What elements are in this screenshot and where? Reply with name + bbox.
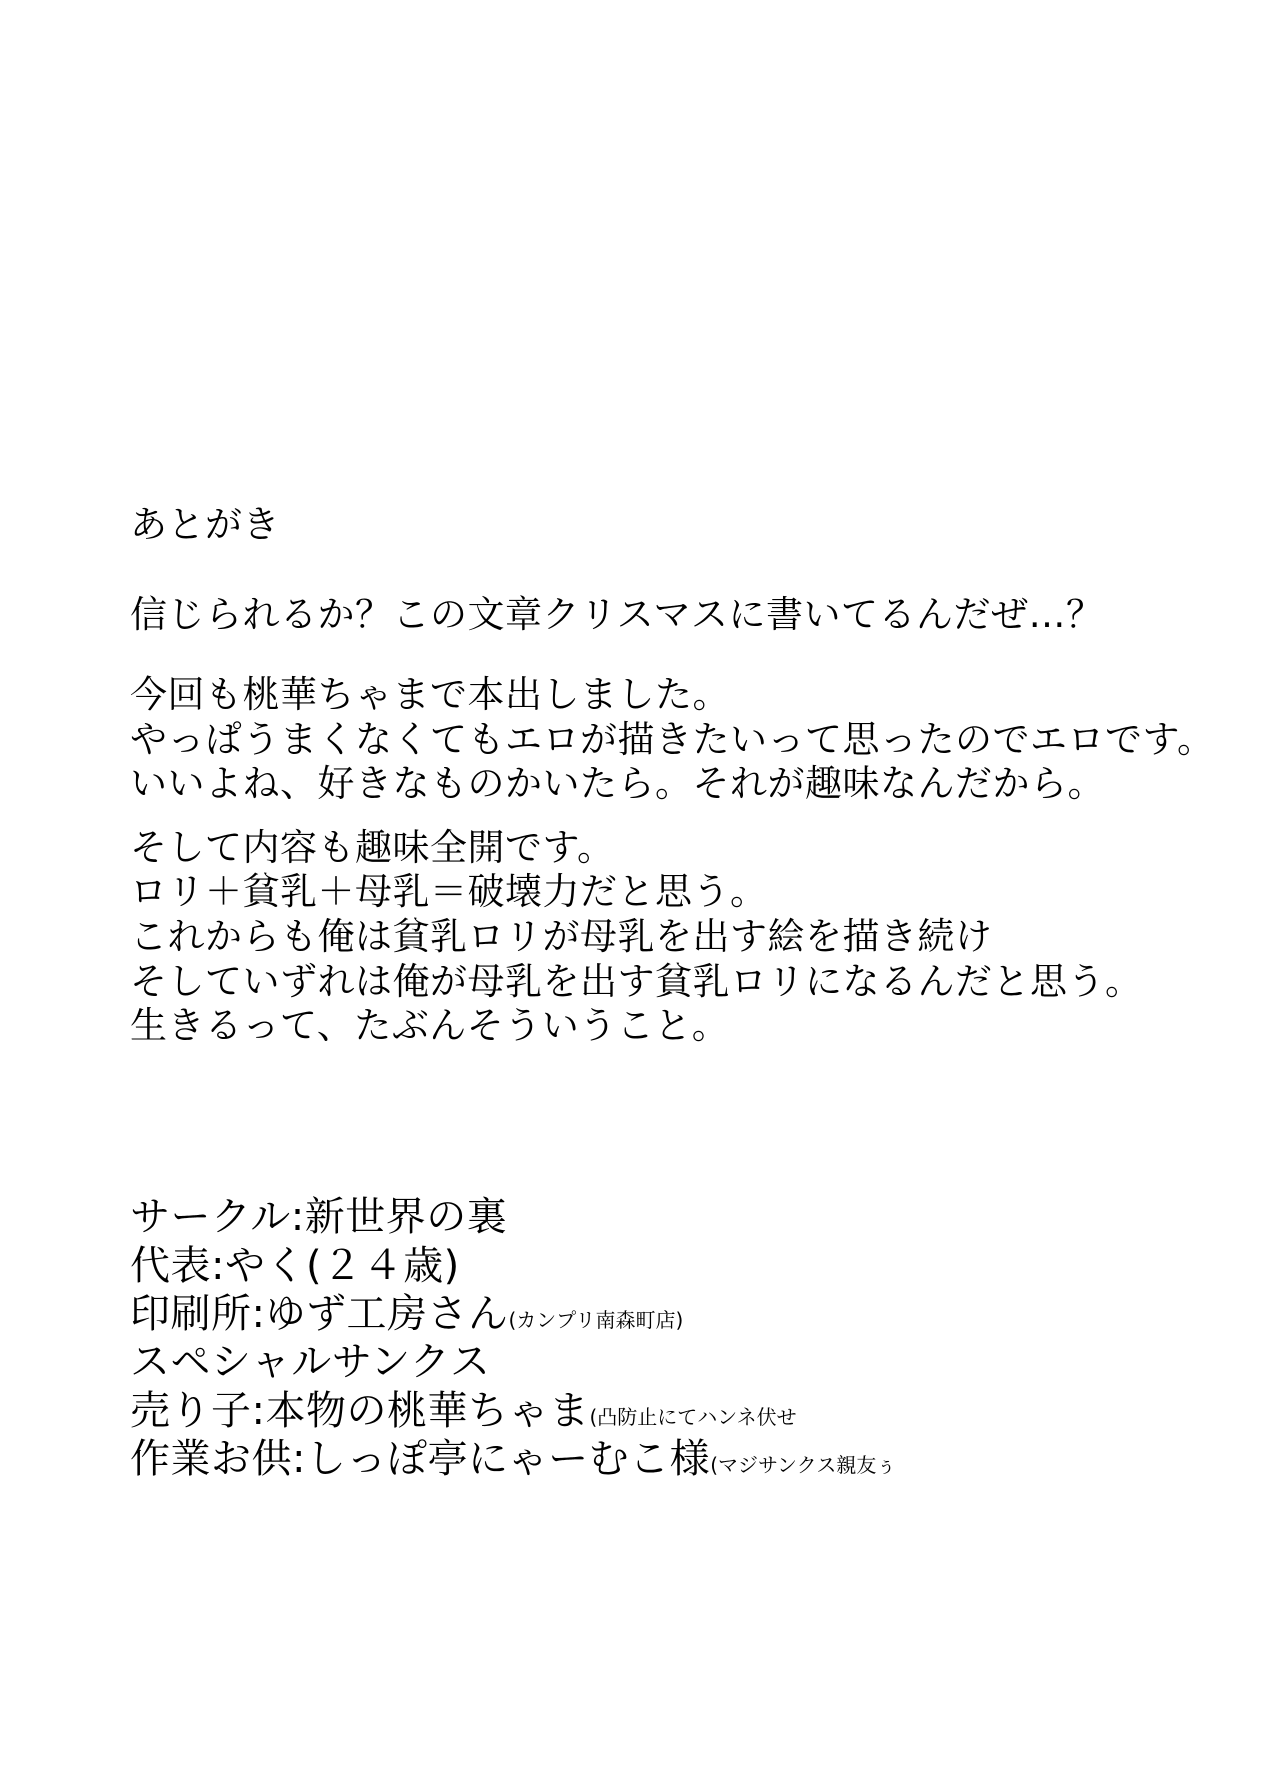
afterword-line: ロリ＋貧乳＋母乳＝破壊力だと思う。: [130, 870, 768, 913]
seller-credit-text: 売り子:本物の桃華ちゃま: [130, 1388, 590, 1434]
afterword-line: 今回も桃華ちゃまで本出しました。: [130, 673, 730, 716]
afterword-line: そして内容も趣味全開です。: [130, 826, 615, 869]
printer-credit-text: 印刷所:ゆず工房さん: [130, 1291, 509, 1337]
work-partner-note: (マジサンクス親友ぅ: [710, 1453, 897, 1477]
circle-credit: サークル:新世界の裏: [130, 1194, 508, 1240]
afterword-line: 生きるって、たぶんそういうこと。: [130, 1004, 730, 1047]
representative-credit: 代表:やく(２４歳): [130, 1243, 460, 1289]
work-partner-credit-text: 作業お供:しっぽ亭にゃーむこ様: [130, 1436, 711, 1482]
printer-credit: [130, 1293, 683, 1341]
work-partner-credit: [130, 1438, 896, 1486]
afterword-line: 信じられるか？この文章クリスマスに書いてるんだぜ…？: [130, 593, 1104, 636]
seller-note: (凸防止にてハンネ伏せ: [589, 1405, 797, 1429]
seller-credit: [130, 1390, 797, 1438]
afterword-line: これからも俺は貧乳ロリが母乳を出す絵を描き続け: [130, 915, 993, 958]
afterword-line: やっぱうまくなくてもエロが描きたいって思ったのでエロです。: [130, 718, 1215, 761]
special-thanks-heading: スペシャルサンクス: [130, 1339, 491, 1385]
afterword-heading: あとがき: [130, 503, 280, 546]
afterword-line: そしていずれは俺が母乳を出す貧乳ロリになるんだと思う。: [130, 960, 1143, 1003]
printer-note: (カンプリ南森町店): [508, 1308, 684, 1332]
afterword-line: いいよね、好きなものかいたら。それが趣味なんだから。: [130, 762, 1105, 805]
